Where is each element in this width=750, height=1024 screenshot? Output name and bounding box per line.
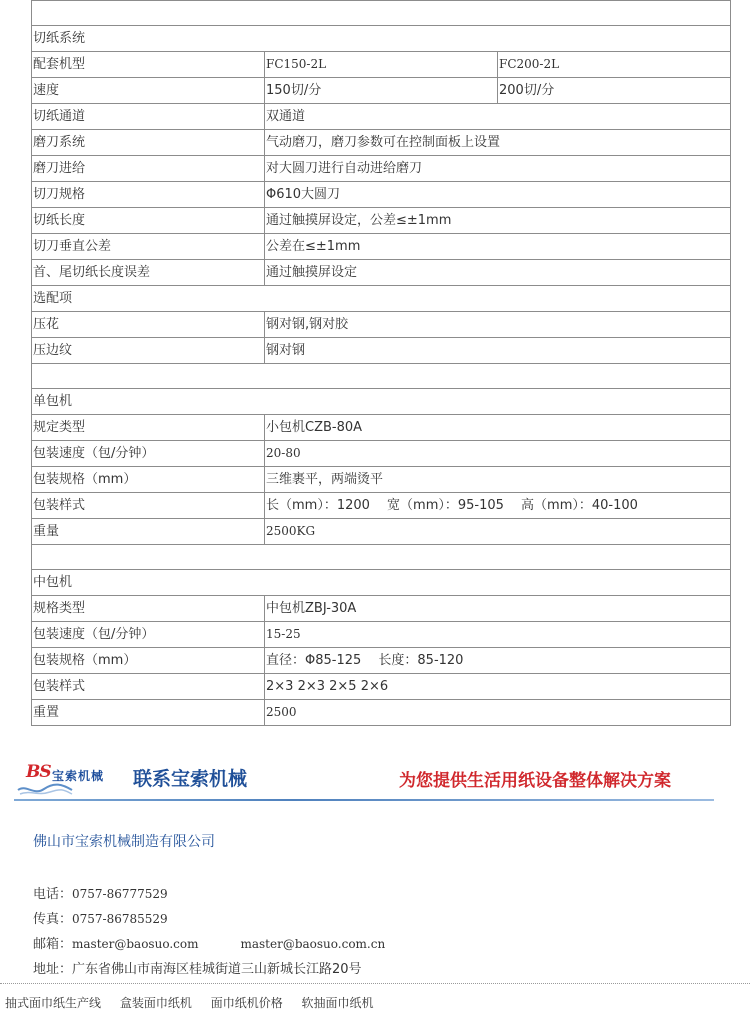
row-value: 通过触摸屏设定，公差≤±1mm (265, 208, 731, 234)
table-row-empty (32, 364, 731, 389)
row-label: 包装样式 (32, 493, 265, 519)
row-value: 直径：Φ85-125 长度：85-120 (265, 648, 731, 674)
table-row (32, 519, 731, 545)
banner-slogan: 为您提供生活用纸设备整体解决方案 (399, 771, 671, 791)
row-value: 钢对钢,钢对胶 (265, 312, 731, 338)
row-value: 对大圆刀进行自动进给磨刀 (265, 156, 731, 182)
table-row (32, 596, 731, 622)
table-row (32, 260, 731, 286)
row-value: 15-25 (265, 622, 731, 648)
address-label: 地址： (33, 962, 73, 977)
fax-label: 传真： (33, 912, 73, 927)
spec-table (31, 0, 731, 726)
table-row (32, 415, 731, 441)
row-value: 20-80 (265, 441, 731, 467)
section-header: 中包机 (32, 570, 731, 596)
address-line (33, 958, 362, 977)
phone-line (33, 883, 168, 902)
footer-links (5, 994, 389, 1011)
table-row (32, 52, 731, 78)
row-value-2: 200切/分 (498, 78, 731, 104)
table-row (32, 208, 731, 234)
row-label: 规定类型 (32, 415, 265, 441)
fax-line (33, 908, 168, 927)
contact-banner (14, 756, 714, 804)
email-line (33, 933, 385, 952)
row-label: 包装规格（mm） (32, 648, 265, 674)
table-row (32, 467, 731, 493)
row-label: 切刀规格 (32, 182, 265, 208)
table-row (32, 493, 731, 519)
row-label: 速度 (32, 78, 265, 104)
section-header: 选配项 (32, 286, 731, 312)
table-row (32, 78, 731, 104)
row-value: 2500 (265, 700, 731, 726)
table-row (32, 104, 731, 130)
row-value-2: FC200-2L (498, 52, 731, 78)
row-label: 配套机型 (32, 52, 265, 78)
table-row (32, 674, 731, 700)
row-value: 公差在≤±1mm (265, 234, 731, 260)
phone-label: 电话： (33, 887, 73, 902)
row-label: 包装样式 (32, 674, 265, 700)
table-row (32, 312, 731, 338)
table-row-section (32, 570, 731, 596)
table-row (32, 622, 731, 648)
row-label: 压花 (32, 312, 265, 338)
company-name: 佛山市宝索机械制造有限公司 (33, 834, 215, 850)
row-value: 小包机CZB-80A (265, 415, 731, 441)
row-value: 钢对钢 (265, 338, 731, 364)
section-header: 切纸系统 (32, 26, 731, 52)
row-label: 切刀垂直公差 (32, 234, 265, 260)
row-value: 气动磨刀，磨刀参数可在控制面板上设置 (265, 130, 731, 156)
row-label: 磨刀系统 (32, 130, 265, 156)
table-cell-empty (32, 1, 731, 26)
email-label: 邮箱： (33, 937, 73, 952)
table-row (32, 182, 731, 208)
row-label: 重置 (32, 700, 265, 726)
row-label: 包装速度（包/分钟） (32, 441, 265, 467)
table-row-section (32, 389, 731, 415)
table-row-section (32, 26, 731, 52)
company-logo-text: 宝索机械 (52, 769, 105, 783)
row-label: 重量 (32, 519, 265, 545)
table-row (32, 648, 731, 674)
fax-value: 0757-86785529 (72, 912, 168, 926)
address-value: 广东省佛山市南海区桂城街道三山新城长江路20号 (72, 962, 362, 977)
table-row (32, 700, 731, 726)
row-value: 2×3 2×3 2×5 2×6 (265, 674, 731, 700)
row-value: 中包机ZBJ-30A (265, 596, 731, 622)
row-value: 三维裹平，两端烫平 (265, 467, 731, 493)
row-label: 切纸长度 (32, 208, 265, 234)
table-row (32, 441, 731, 467)
footer-link[interactable]: 抽式面巾纸生产线 (5, 996, 102, 1010)
footer-link[interactable]: 软抽面巾纸机 (301, 996, 374, 1010)
row-label: 切纸通道 (32, 104, 265, 130)
banner-divider (14, 799, 714, 801)
row-label: 压边纹 (32, 338, 265, 364)
company-logo: BS (26, 762, 51, 782)
email-link-2[interactable]: master@baosuo.com.cn (240, 937, 386, 951)
banner-contact-title: 联系宝索机械 (133, 768, 248, 790)
row-value: 双通道 (265, 104, 731, 130)
row-value: 150切/分 (265, 78, 498, 104)
row-value: Φ610大圆刀 (265, 182, 731, 208)
table-row (32, 338, 731, 364)
table-row-empty (32, 1, 731, 26)
footer-link[interactable]: 面巾纸机价格 (210, 996, 283, 1010)
row-label: 磨刀进给 (32, 156, 265, 182)
phone-value: 0757-86777529 (72, 887, 168, 901)
table-row-section (32, 286, 731, 312)
section-header: 单包机 (32, 389, 731, 415)
row-label: 包装速度（包/分钟） (32, 622, 265, 648)
email-link-1[interactable]: master@baosuo.com (72, 937, 199, 951)
table-row (32, 234, 731, 260)
table-row (32, 156, 731, 182)
table-row-empty (32, 545, 731, 570)
row-value: 通过触摸屏设定 (265, 260, 731, 286)
row-label: 首、尾切纸长度误差 (32, 260, 265, 286)
row-value: 长（mm）：1200 宽（mm）：95-105 高（mm）：40-100 (265, 493, 731, 519)
footer-divider (0, 983, 750, 984)
row-value: 2500KG (265, 519, 731, 545)
table-cell-empty (32, 364, 731, 389)
logo-swirl-icon (16, 782, 74, 796)
table-cell-empty (32, 545, 731, 570)
row-label: 包装规格（mm） (32, 467, 265, 493)
row-value: FC150-2L (265, 52, 498, 78)
footer-link[interactable]: 盒装面巾纸机 (119, 996, 192, 1010)
row-label: 规格类型 (32, 596, 265, 622)
table-row (32, 130, 731, 156)
